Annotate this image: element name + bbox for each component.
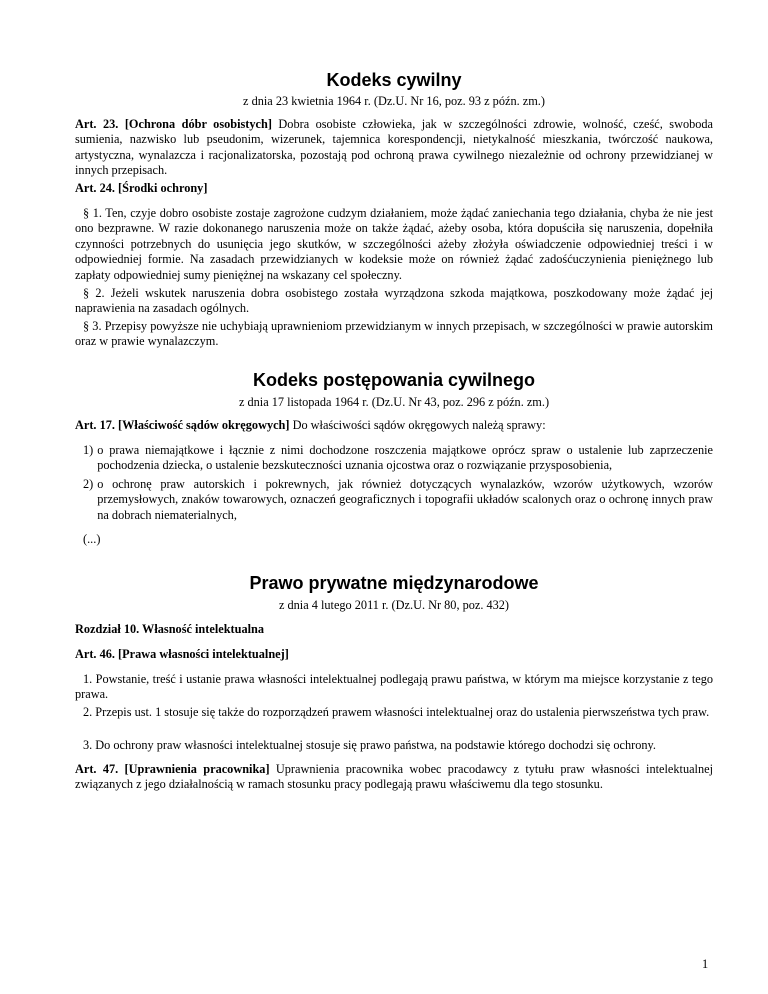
art-23-text: Dobra osobiste człowieka, jak w szczególności zdrowie, wolność, cześć, swoboda sumienia, nazwisko lub pseudonim, wizerunek, tajemnica korespondencji, nietykalność mieszkania, twórczość naukowa, artystyczna, wynalazcza i racjonalizatorska, pozostają pod ochroną prawa cywilnego niezależnie od ochrony przewidzianej w innych przepisach.: [75, 117, 713, 178]
list-item-text: o ochronę praw autorskich i pokrewnych, jak również dotyczących wynalazków, wzorów użytkowych, wzorów przemysłowych, znaków towarowych, oznaczeń geograficznych i topografii układów scalonych oraz o ochronę innych praw na dobrach niematerialnych,: [97, 477, 713, 522]
ellipsis: (...): [83, 532, 101, 546]
list-item-number: 1): [83, 443, 94, 457]
art-46-par-3: 3. Do ochrony praw własności intelektualnej stosuje się prawo państwa, na podstawie którego dochodzi się ochrony.: [83, 738, 656, 752]
list-item: [75, 477, 713, 523]
art-24-par-2: § 2. Jeżeli wskutek naruszenia dobra osobistego została wyrządzona szkoda majątkowa, poszkodowany może żądać jej naprawienia na zasadach ogólnych.: [75, 286, 713, 316]
section-title: Kodeks cywilny: [326, 70, 462, 90]
kpc-title: Kodeks postępowania cywilnego: [252, 370, 536, 390]
art-46-heading: Art. 46. [Prawa własności intelektualnej]: [75, 647, 289, 661]
art-46-par-2: 2. Przepis ust. 1 stosuje się także do rozporządzeń prawem własności intelektualnej oraz do ustalenia pierwszeństwa tych praw.: [83, 705, 710, 719]
art-47-heading: Art. 47. [Uprawnienia pracownika]: [75, 762, 270, 776]
list-item-number: 2): [83, 477, 94, 491]
kc-title: [75, 69, 713, 91]
ppm-title: Prawo prywatne międzynarodowe: [249, 573, 539, 593]
list-item-text: o prawa niemajątkowe i łącznie z nimi dochodzone roszczenia majątkowe oprócz spraw o ustalenie lub zaprzeczenie pochodzenia dziecka, o ustalenie bezskuteczności uznania ojcostwa oraz o rozwiązanie przysposobienia,: [97, 443, 713, 473]
kpc-date: z dnia 17 listopada 1964 r. (Dz.U. Nr 43, poz. 296 z późn. zm.): [238, 395, 550, 409]
art-23: [75, 117, 713, 179]
art-24-par-1: § 1. Ten, czyje dobro osobiste zostaje zagrożone cudzym działaniem, może żądać zaniechania tego działania, chyba że nie jest ono bezprawne. W razie dokonanego naruszenia może on także żądać, ażeby osoba, która dopuściła się naruszenia, dopełniła czynności potrzebnych do usunięcia jego skutków, w szczególności ażeby złożyła oświadczenie odpowiedniej treści i w odpowiedniej formie. Na zasadach przewidzianych w kodeksie może on również żądać zadośćuczynienia pieniężnego lub zapłaty odpowiedniej sumy pieniężnej na wskazany cel społeczny.: [75, 206, 713, 282]
list-item: [75, 443, 713, 474]
art-17-text: Do właściwości sądów okręgowych należą sprawy:: [292, 418, 546, 432]
art-23-heading: Art. 23. [Ochrona dóbr osobistych]: [75, 117, 272, 131]
kc-date: z dnia 23 kwietnia 1964 r. (Dz.U. Nr 16, poz. 93 z późn. zm.): [243, 94, 545, 108]
art-24-heading: Art. 24. [Środki ochrony]: [75, 181, 208, 195]
page-number: 1: [702, 957, 709, 971]
chapter-heading: Rozdział 10. Własność intelektualna: [75, 622, 265, 636]
art-46-par-1: 1. Powstanie, treść i ustanie prawa własności intelektualnej podlegają prawu państwa, w którym ma miejsce korzystanie z tego prawa.: [75, 672, 713, 702]
art-47-text: Uprawnienia pracownika wobec pracodawcy z tytułu praw własności intelektualnej związanych z jego działalnością w ramach stosunku pracy podlegają prawu właściwemu dla tego stosunku.: [75, 762, 713, 792]
art-17-heading: Art. 17. [Właściwość sądów okręgowych]: [75, 418, 290, 432]
ppm-date: z dnia 4 lutego 2011 r. (Dz.U. Nr 80, poz. 432): [278, 598, 510, 612]
art-24-par-3: § 3. Przepisy powyższe nie uchybiają uprawnieniom przewidzianym w innych przepisach, w szczególności w prawie autorskim oraz w prawie wynalazczym.: [75, 319, 713, 349]
